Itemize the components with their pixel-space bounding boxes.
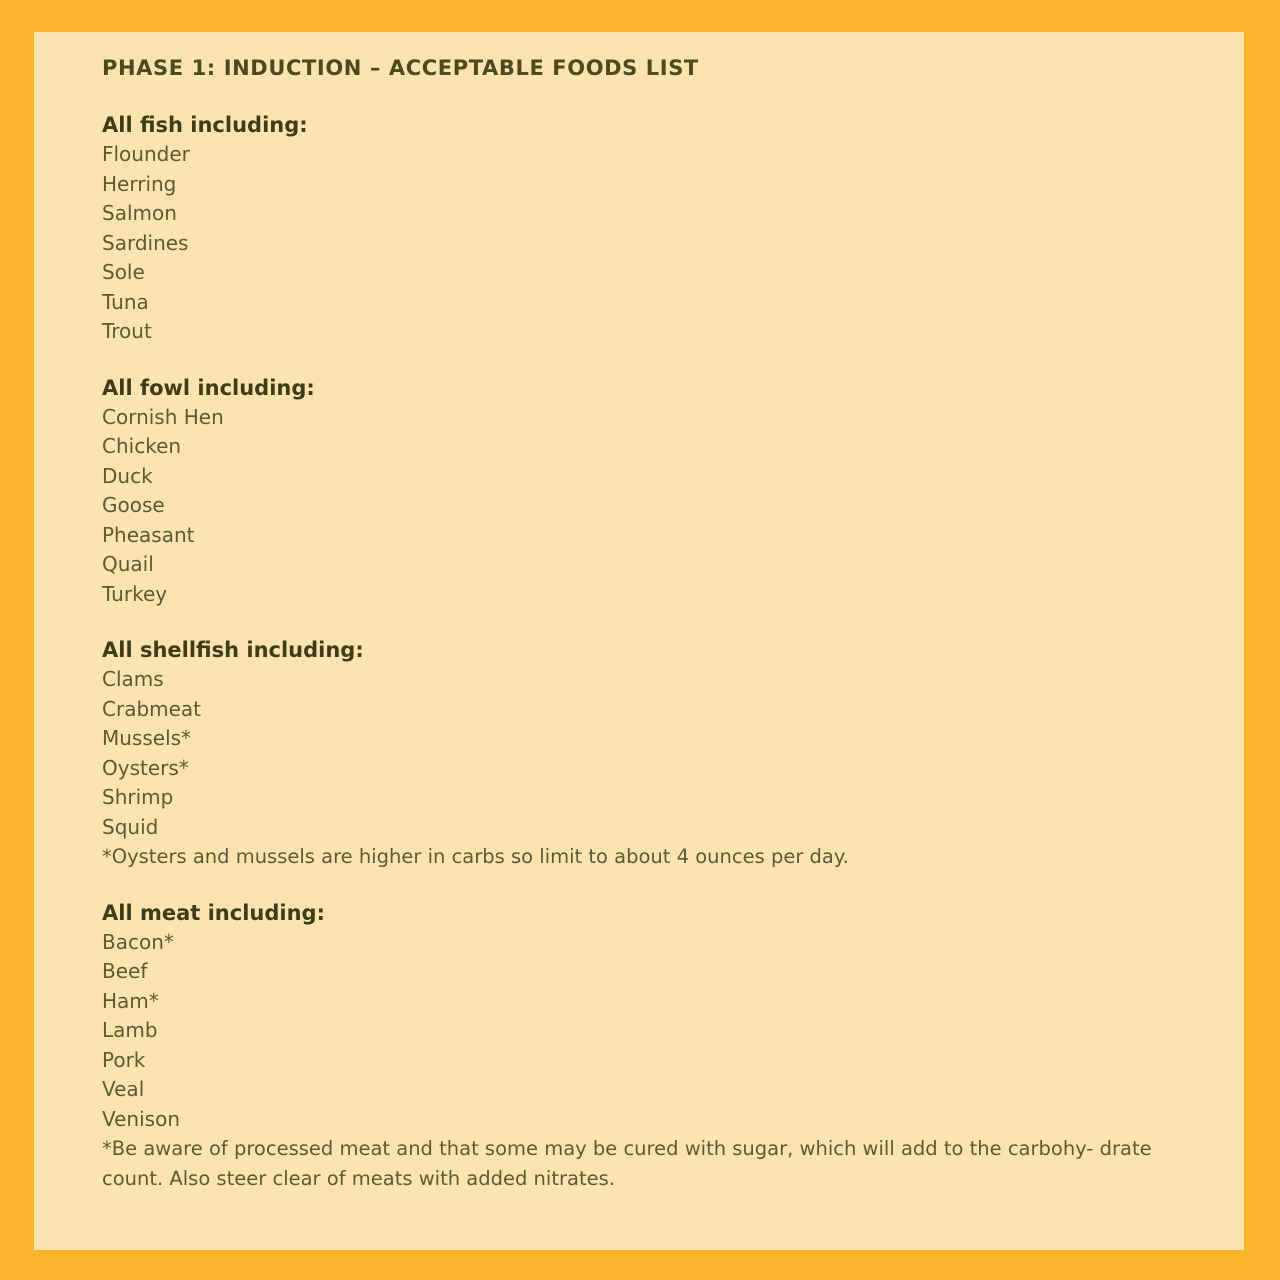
footnote: *Oysters and mussels are higher in carbs so limit to about 4 ounces per day.	[102, 845, 849, 868]
section-heading: All fish including:	[102, 113, 308, 137]
list-item: Ham*	[102, 988, 159, 1013]
list-item: Mussels*	[102, 726, 192, 750]
food-list	[102, 403, 1202, 610]
list-item: Herring	[102, 171, 177, 196]
list-item: Beef	[102, 959, 148, 983]
list-item: Turkey	[102, 581, 168, 606]
list-item: Cornish Hen	[102, 404, 224, 429]
section-fowl	[102, 374, 1202, 610]
section-meat	[102, 899, 1202, 1194]
section-fish	[102, 111, 1202, 347]
list-item: Sardines	[102, 230, 189, 255]
section-shellfish	[102, 636, 1202, 872]
list-item: Trout	[102, 319, 152, 343]
food-list	[102, 665, 1202, 842]
list-item: Flounder	[102, 142, 190, 166]
list-item: Crabmeat	[102, 696, 202, 721]
footnote: *Be aware of processed meat and that some may be cured with sugar, which will add to the carbohy- drate count. Also steer clear of meats with added nitrates.	[102, 1137, 1152, 1190]
list-item: Oysters*	[102, 755, 189, 780]
list-item: Pheasant	[102, 522, 195, 547]
list-item: Pork	[102, 1047, 146, 1072]
list-item: Venison	[102, 1106, 180, 1131]
list-item: Squid	[102, 814, 159, 839]
list-item: Clams	[102, 667, 164, 691]
list-item: Goose	[102, 493, 165, 517]
list-item: Veal	[102, 1077, 145, 1101]
list-item: Quail	[102, 552, 154, 576]
food-list	[102, 140, 1202, 347]
list-item: Salmon	[102, 201, 177, 225]
document-title: PHASE 1: INDUCTION – ACCEPTABLE FOODS LIST	[102, 56, 699, 80]
list-item: Shrimp	[102, 785, 174, 809]
list-item: Sole	[102, 260, 145, 284]
list-item: Duck	[102, 463, 153, 488]
section-heading: All meat including:	[102, 900, 325, 925]
list-item: Bacon*	[102, 929, 174, 954]
list-item: Chicken	[102, 434, 182, 458]
document-page	[34, 32, 1244, 1250]
section-heading: All fowl including:	[102, 375, 315, 400]
section-heading: All shellfish including:	[102, 638, 364, 662]
list-item: Tuna	[102, 289, 149, 314]
list-item: Lamb	[102, 1018, 158, 1042]
food-list	[102, 928, 1202, 1135]
document-content	[102, 52, 1202, 1193]
